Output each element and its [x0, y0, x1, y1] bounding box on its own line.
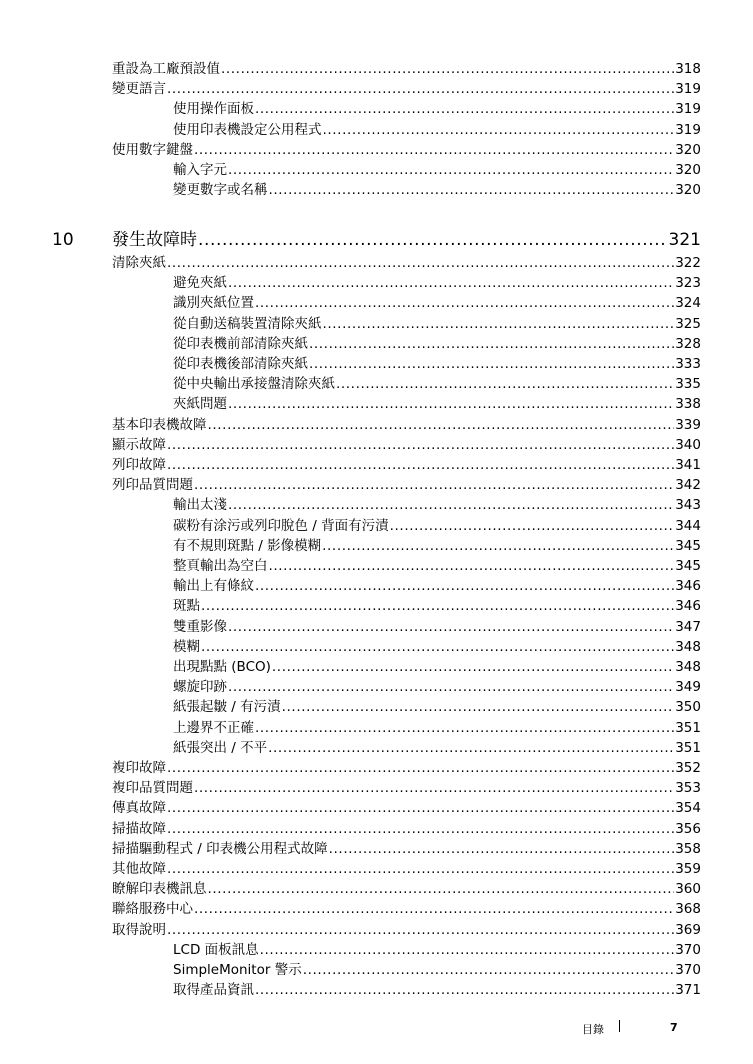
dot-leader — [228, 678, 674, 696]
toc-entry[interactable] — [112, 416, 701, 434]
toc-entry[interactable] — [112, 456, 701, 474]
toc-entry-title: 複印品質問題 — [112, 780, 193, 796]
dot-leader — [221, 60, 674, 78]
toc-entry-title: 變更數字或名稱 — [173, 182, 268, 198]
toc-entry-page: 339 — [675, 417, 701, 433]
toc-entry-title: 顯示故障 — [112, 437, 166, 453]
toc-entry-title: 上邊界不正確 — [173, 720, 254, 736]
dot-leader — [269, 181, 675, 199]
toc-entry-page: 318 — [675, 61, 701, 77]
dot-leader — [228, 274, 674, 292]
toc-entry-page: 346 — [675, 578, 701, 594]
toc-entry-page: 319 — [675, 101, 701, 117]
toc-entry-page: 341 — [675, 457, 701, 473]
toc-entry[interactable] — [173, 557, 701, 575]
toc-entry[interactable] — [173, 739, 701, 757]
dot-leader — [322, 537, 674, 555]
toc-entry-page: 348 — [675, 659, 701, 675]
toc-entry-page: 342 — [675, 477, 701, 493]
toc-entry-page: 333 — [675, 356, 701, 372]
toc-entry[interactable] — [112, 60, 701, 78]
toc-entry[interactable] — [173, 181, 701, 199]
dot-leader — [228, 496, 674, 514]
toc-entry-page: 335 — [675, 376, 701, 392]
dot-leader — [167, 820, 674, 838]
toc-entry-page: 350 — [675, 699, 701, 715]
toc-entry-title: 輸入字元 — [173, 162, 227, 178]
toc-entry[interactable] — [173, 315, 701, 333]
toc-entry[interactable] — [173, 537, 701, 555]
toc-entry-page: 328 — [675, 336, 701, 352]
toc-entry-title: 瞭解印表機訊息 — [112, 881, 207, 897]
toc-entry-page: 349 — [675, 679, 701, 695]
toc-entry-title: 出現點點 (BCO) — [173, 659, 271, 675]
toc-entry-title: 掃描故障 — [112, 821, 166, 837]
page-footer — [0, 1021, 753, 1039]
toc-entry-page: 338 — [675, 396, 701, 412]
toc-entry[interactable] — [173, 658, 701, 676]
toc-entry[interactable] — [173, 961, 701, 979]
dot-leader — [255, 294, 674, 312]
toc-entry[interactable] — [112, 799, 701, 817]
toc-entry-title: 碳粉有涂污或列印脫色 / 背面有污漬 — [173, 518, 389, 534]
dot-leader — [167, 80, 674, 98]
toc-entry-title: 取得產品資訊 — [173, 982, 254, 998]
toc-entry[interactable] — [112, 759, 701, 777]
toc-entry-page: 319 — [675, 81, 701, 97]
toc-entry-page: 369 — [675, 922, 701, 938]
toc-entry[interactable] — [173, 719, 701, 737]
toc-entry[interactable] — [112, 254, 701, 272]
toc-entry-title: 複印故障 — [112, 760, 166, 776]
dot-leader — [167, 436, 674, 454]
toc-entry[interactable] — [112, 860, 701, 878]
toc-entry-title: 列印品質問題 — [112, 477, 193, 493]
toc-entry[interactable] — [173, 121, 701, 139]
dot-leader — [208, 880, 675, 898]
dot-leader — [201, 638, 674, 656]
dot-leader — [309, 355, 674, 373]
dot-leader — [198, 229, 668, 251]
toc-entry-page: 368 — [675, 901, 701, 917]
dot-leader — [194, 476, 674, 494]
toc-entry-title: 識別夾紙位置 — [173, 295, 254, 311]
dot-leader — [228, 618, 674, 636]
toc-entry-title: 聯絡服務中心 — [112, 901, 193, 917]
dot-leader — [167, 860, 674, 878]
dot-leader — [194, 779, 674, 797]
dot-leader — [269, 557, 675, 575]
dot-leader — [255, 719, 674, 737]
toc-entry-page: 360 — [675, 881, 701, 897]
toc-entry-page: 356 — [675, 821, 701, 837]
dot-leader — [329, 840, 675, 858]
toc-entry-title: 傳真故障 — [112, 800, 166, 816]
dot-leader — [167, 254, 674, 272]
dot-leader — [167, 759, 674, 777]
toc-entry[interactable] — [112, 141, 701, 159]
toc-entry[interactable] — [173, 941, 701, 959]
toc-entry[interactable] — [173, 294, 701, 312]
toc-entry-page: 351 — [675, 740, 701, 756]
dot-leader — [255, 577, 674, 595]
dot-leader — [255, 981, 674, 999]
toc-entry-title: 斑點 — [173, 598, 200, 614]
toc-entry-title: 從中央輸出承接盤清除夾紙 — [173, 376, 335, 392]
toc-entry-page: 320 — [675, 162, 701, 178]
toc-entry-page: 370 — [675, 962, 701, 978]
toc-entry-page: 370 — [675, 942, 701, 958]
dot-leader — [272, 658, 674, 676]
chapter-page: 321 — [668, 230, 701, 250]
toc-entry-title: 清除夾紙 — [112, 255, 166, 271]
toc-entry-page: 353 — [675, 780, 701, 796]
toc-entry-title: 列印故障 — [112, 457, 166, 473]
dot-leader — [201, 597, 674, 615]
toc-entry-page: 323 — [675, 275, 701, 291]
dot-leader — [323, 315, 675, 333]
toc-entry-title: 重設為工廠預設值 — [112, 61, 220, 77]
dot-leader — [167, 799, 674, 817]
toc-entry[interactable] — [173, 577, 701, 595]
dot-leader — [167, 456, 674, 474]
chapter-number: 10 — [52, 230, 74, 250]
footer-page-number: 7 — [670, 1021, 678, 1034]
dot-leader — [194, 900, 674, 918]
dot-leader — [228, 395, 674, 413]
footer-divider — [619, 1020, 620, 1032]
toc-entry-page: 352 — [675, 760, 701, 776]
toc-entry[interactable] — [112, 921, 701, 939]
dot-leader — [167, 921, 674, 939]
toc-entry-title: 使用數字鍵盤 — [112, 142, 193, 158]
toc-entry-page: 325 — [675, 316, 701, 332]
toc-entry[interactable] — [173, 375, 701, 393]
dot-leader — [282, 698, 675, 716]
toc-entry[interactable] — [173, 618, 701, 636]
toc-entry-page: 340 — [675, 437, 701, 453]
toc-entry-title: 變更語言 — [112, 81, 166, 97]
toc-entry[interactable] — [112, 820, 701, 838]
toc-entry-title: 輸出太淺 — [173, 497, 227, 513]
dot-leader — [309, 335, 674, 353]
toc-entry[interactable] — [173, 355, 701, 373]
toc-entry-title: 有不規則斑點 / 影像模糊 — [173, 538, 322, 554]
dot-leader — [268, 739, 674, 757]
toc-entry-page: 359 — [675, 861, 701, 877]
toc-entry-title: 從印表機後部清除夾紙 — [173, 356, 308, 372]
toc-entry-page: 345 — [675, 538, 701, 554]
toc-entry-title: 模糊 — [173, 639, 200, 655]
toc-entry[interactable] — [173, 638, 701, 656]
toc-entry-page: 343 — [675, 497, 701, 513]
toc-entry-page: 371 — [675, 982, 701, 998]
toc-entry[interactable] — [173, 678, 701, 696]
toc-entry-title: 取得說明 — [112, 922, 166, 938]
dot-leader — [255, 100, 674, 118]
toc-entry[interactable] — [173, 517, 701, 535]
toc-entry-title: 雙重影像 — [173, 619, 227, 635]
dot-leader — [303, 961, 675, 979]
dot-leader — [336, 375, 674, 393]
toc-entry-page: 320 — [675, 142, 701, 158]
toc-entry-title: 使用印表機設定公用程式 — [173, 122, 322, 138]
toc-entry[interactable] — [112, 840, 701, 858]
toc-entry-title: 輸出上有條紋 — [173, 578, 254, 594]
toc-entry-page: 347 — [675, 619, 701, 635]
toc-entry-page: 344 — [675, 518, 701, 534]
footer-section-label: 目錄 — [582, 1023, 604, 1036]
toc-entry-title: LCD 面板訊息 — [173, 942, 259, 958]
toc-entry-page: 354 — [675, 800, 701, 816]
toc-entry-page: 358 — [675, 841, 701, 857]
toc-entry-title: 掃描驅動程式 / 印表機公用程式故障 — [112, 841, 328, 857]
dot-leader — [323, 121, 675, 139]
dot-leader — [390, 517, 675, 535]
toc-entry[interactable] — [173, 274, 701, 292]
dot-leader — [208, 416, 675, 434]
toc-entry-page: 345 — [675, 558, 701, 574]
chapter-title: 發生故障時 — [112, 230, 197, 250]
toc-entry-page: 320 — [675, 182, 701, 198]
toc-entry[interactable] — [173, 161, 701, 179]
toc-entry[interactable] — [173, 981, 701, 999]
dot-leader — [260, 941, 675, 959]
toc-entry-title: 使用操作面板 — [173, 101, 254, 117]
toc-entry-page: 346 — [675, 598, 701, 614]
toc-entry-title: 夾紙問題 — [173, 396, 227, 412]
toc-entry-page: 324 — [675, 295, 701, 311]
toc-entry[interactable] — [173, 496, 701, 514]
chapter-heading-entry[interactable] — [112, 229, 701, 251]
toc-entry-title: 螺旋印跡 — [173, 679, 227, 695]
toc-entry[interactable] — [173, 395, 701, 413]
dot-leader — [194, 141, 674, 159]
toc-entry[interactable] — [173, 698, 701, 716]
toc-entry-title: 其他故障 — [112, 861, 166, 877]
toc-entry[interactable] — [112, 80, 701, 98]
toc-entry-page: 351 — [675, 720, 701, 736]
toc-entry-title: SimpleMonitor 警示 — [173, 962, 302, 978]
dot-leader — [228, 161, 674, 179]
toc-entry[interactable] — [173, 100, 701, 118]
toc-entry[interactable] — [173, 597, 701, 615]
toc-entry-title: 基本印表機故障 — [112, 417, 207, 433]
toc-entry[interactable] — [112, 880, 701, 898]
toc-entry[interactable] — [112, 900, 701, 918]
toc-entry[interactable] — [173, 335, 701, 353]
toc-entry-title: 整頁輸出為空白 — [173, 558, 268, 574]
toc-entry-title: 紙張突出 / 不平 — [173, 740, 268, 756]
toc-entry[interactable] — [112, 476, 701, 494]
toc-entry[interactable] — [112, 436, 701, 454]
toc-entry-page: 322 — [675, 255, 701, 271]
toc-entry-title: 從印表機前部清除夾紙 — [173, 336, 308, 352]
toc-entry-title: 從自動送稿裝置清除夾紙 — [173, 316, 322, 332]
toc-entry-page: 348 — [675, 639, 701, 655]
toc-entry-title: 紙張起皺 / 有污漬 — [173, 699, 281, 715]
toc-entry[interactable] — [112, 779, 701, 797]
toc-entry-title: 避免夾紙 — [173, 275, 227, 291]
toc-entry-page: 319 — [675, 122, 701, 138]
